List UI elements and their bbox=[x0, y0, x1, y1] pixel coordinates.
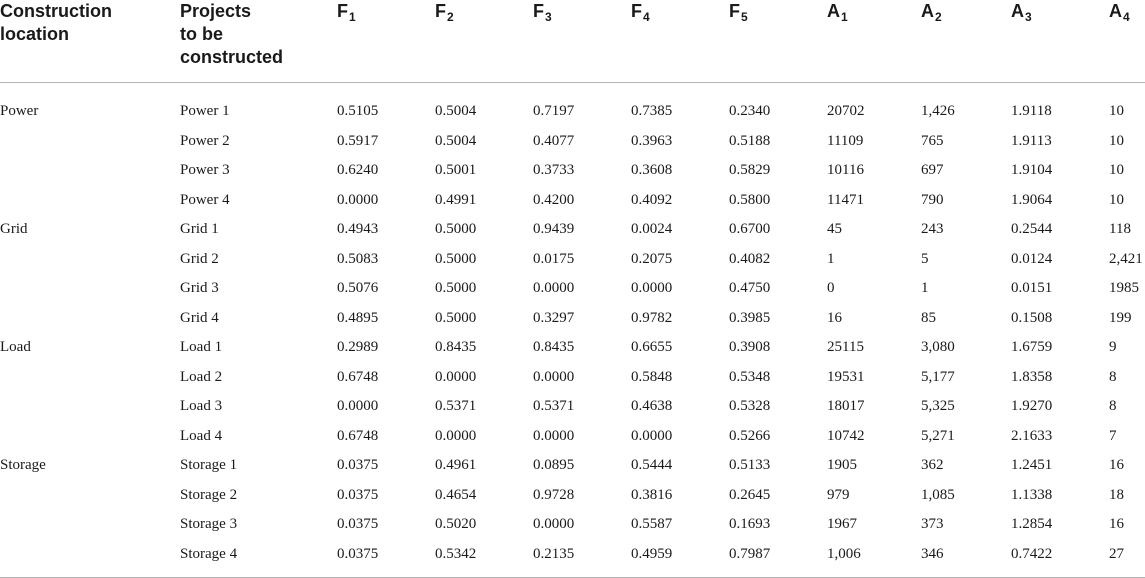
f2-value-cell: 0.5004 bbox=[435, 103, 477, 119]
project-cell: Load 3 bbox=[180, 398, 223, 414]
a1-value-cell: 10742 bbox=[827, 427, 865, 444]
f5-value-cell: 0.1693 bbox=[729, 516, 771, 532]
table-row bbox=[0, 219, 1145, 249]
a2-value-cell: 373 bbox=[921, 516, 944, 532]
construction-location-cell: Power bbox=[0, 103, 39, 119]
a3-value-cell: 0.1508 bbox=[1011, 309, 1053, 326]
a2-value-cell: 5,271 bbox=[921, 427, 955, 444]
a3-value-cell: 0.7422 bbox=[1011, 545, 1053, 562]
f2-value-cell: 0.5004 bbox=[435, 132, 477, 149]
f3-value-cell: 0.0000 bbox=[533, 516, 575, 532]
f1-value-cell: 0.0000 bbox=[337, 398, 379, 414]
project-cell: Grid 2 bbox=[180, 250, 219, 267]
table-row bbox=[0, 426, 1145, 456]
f5-value-cell: 0.4750 bbox=[729, 280, 771, 296]
table-row bbox=[0, 278, 1145, 308]
f3-value-cell: 0.8435 bbox=[533, 339, 575, 355]
table-row bbox=[0, 544, 1145, 574]
f4-value-cell: 0.4959 bbox=[631, 545, 673, 562]
f2-value-cell: 0.5000 bbox=[435, 309, 477, 326]
a4-value-cell: 10 bbox=[1109, 191, 1124, 208]
project-cell: Grid 3 bbox=[180, 280, 219, 296]
f2-value-cell: 0.5371 bbox=[435, 398, 477, 414]
a4-value-cell: 8 bbox=[1109, 368, 1117, 385]
f5-value-cell: 0.3908 bbox=[729, 339, 771, 355]
f4-value-cell: 0.4092 bbox=[631, 191, 673, 208]
a2-value-cell: 5 bbox=[921, 250, 929, 267]
a3-value-cell: 1.9113 bbox=[1011, 132, 1052, 149]
f3-value-cell: 0.0000 bbox=[533, 280, 575, 296]
f2-value-cell: 0.4991 bbox=[435, 191, 477, 208]
a2-value-cell: 790 bbox=[921, 191, 944, 208]
f2-value-cell: 0.4961 bbox=[435, 457, 477, 473]
f5-value-cell: 0.2340 bbox=[729, 103, 771, 119]
a1-value-cell: 18017 bbox=[827, 398, 865, 414]
f3-value-cell: 0.0175 bbox=[533, 250, 575, 267]
f4-value-cell: 0.5444 bbox=[631, 457, 673, 473]
table-row bbox=[0, 131, 1145, 161]
a4-value-cell: 9 bbox=[1109, 339, 1117, 355]
f2-value-cell: 0.5000 bbox=[435, 250, 477, 267]
f1-value-cell: 0.6240 bbox=[337, 162, 379, 178]
a2-value-cell: 1 bbox=[921, 280, 929, 296]
a4-value-cell: 1985 bbox=[1109, 280, 1139, 296]
a2-value-cell: 243 bbox=[921, 221, 944, 237]
f4-value-cell: 0.2075 bbox=[631, 250, 673, 267]
a1-value-cell: 19531 bbox=[827, 368, 865, 385]
a3-value-cell: 1.9064 bbox=[1011, 191, 1053, 208]
construction-location-cell: Grid bbox=[0, 221, 28, 237]
table-row bbox=[0, 190, 1145, 220]
a3-value-cell: 0.0124 bbox=[1011, 250, 1053, 267]
f3-value-cell: 0.4077 bbox=[533, 132, 575, 149]
f5-value-cell: 0.2645 bbox=[729, 486, 771, 503]
f1-value-cell: 0.4943 bbox=[337, 221, 379, 237]
a2-value-cell: 5,177 bbox=[921, 368, 955, 385]
a1-value-cell: 25115 bbox=[827, 339, 864, 355]
a2-value-cell: 1,085 bbox=[921, 486, 955, 503]
f1-value-cell: 0.0375 bbox=[337, 516, 379, 532]
f2-value-cell: 0.5000 bbox=[435, 280, 477, 296]
a3-value-cell: 1.2854 bbox=[1011, 516, 1053, 532]
a3-value-cell: 1.2451 bbox=[1011, 457, 1053, 473]
a3-value-cell: 1.8358 bbox=[1011, 368, 1053, 385]
f4-value-cell: 0.3816 bbox=[631, 486, 673, 503]
project-cell: Load 1 bbox=[180, 339, 223, 355]
f4-value-cell: 0.0000 bbox=[631, 280, 673, 296]
a3-value-cell: 1.9104 bbox=[1011, 162, 1053, 178]
a3-value-cell: 2.1633 bbox=[1011, 427, 1053, 444]
a2-value-cell: 3,080 bbox=[921, 339, 955, 355]
f1-value-cell: 0.5076 bbox=[337, 280, 379, 296]
a1-value-cell: 1967 bbox=[827, 516, 857, 532]
a3-value-cell: 1.9118 bbox=[1011, 103, 1052, 119]
a1-value-cell: 1,006 bbox=[827, 545, 861, 562]
project-cell: Power 2 bbox=[180, 132, 230, 149]
a4-value-cell: 10 bbox=[1109, 103, 1124, 119]
a2-value-cell: 346 bbox=[921, 545, 944, 562]
project-cell: Load 2 bbox=[180, 368, 223, 385]
f2-value-cell: 0.0000 bbox=[435, 427, 477, 444]
f2-value-cell: 0.5001 bbox=[435, 162, 477, 178]
header-f2: $F_2$ bbox=[435, 1, 454, 24]
a3-value-cell: 0.2544 bbox=[1011, 221, 1053, 237]
f3-value-cell: 0.0000 bbox=[533, 427, 575, 444]
f5-value-cell: 0.7987 bbox=[729, 545, 771, 562]
table-row bbox=[0, 485, 1145, 515]
a1-value-cell: 0 bbox=[827, 280, 835, 296]
f4-value-cell: 0.3608 bbox=[631, 162, 673, 178]
f4-value-cell: 0.0000 bbox=[631, 427, 673, 444]
table-row bbox=[0, 455, 1145, 485]
project-cell: Power 3 bbox=[180, 162, 230, 178]
a1-value-cell: 20702 bbox=[827, 103, 865, 119]
a4-value-cell: 199 bbox=[1109, 309, 1132, 326]
f1-value-cell: 0.5083 bbox=[337, 250, 379, 267]
project-cell: Storage 4 bbox=[180, 545, 238, 562]
f5-value-cell: 0.5266 bbox=[729, 427, 771, 444]
f3-value-cell: 0.4200 bbox=[533, 191, 575, 208]
header-f4: $F_4$ bbox=[631, 1, 650, 24]
a2-value-cell: 5,325 bbox=[921, 398, 955, 414]
f2-value-cell: 0.5000 bbox=[435, 221, 477, 237]
f4-value-cell: 0.9782 bbox=[631, 309, 673, 326]
table-row bbox=[0, 101, 1145, 131]
f5-value-cell: 0.5348 bbox=[729, 368, 771, 385]
header-a4: $A_4$ bbox=[1109, 1, 1130, 24]
f5-value-cell: 0.3985 bbox=[729, 309, 771, 326]
f5-value-cell: 0.5133 bbox=[729, 457, 771, 473]
f5-value-cell: 0.5188 bbox=[729, 132, 771, 149]
a2-value-cell: 1,426 bbox=[921, 103, 955, 119]
header-f3: $F_3$ bbox=[533, 1, 552, 24]
f1-value-cell: 0.4895 bbox=[337, 309, 379, 326]
project-cell: Storage 3 bbox=[180, 516, 238, 532]
table-header bbox=[0, 0, 1145, 83]
table-row bbox=[0, 396, 1145, 426]
f3-value-cell: 0.0000 bbox=[533, 368, 575, 385]
a4-value-cell: 8 bbox=[1109, 398, 1117, 414]
f3-value-cell: 0.7197 bbox=[533, 103, 575, 119]
header-construction-location: Construction location bbox=[0, 1, 112, 44]
f5-value-cell: 0.5829 bbox=[729, 162, 771, 178]
f5-value-cell: 0.5800 bbox=[729, 191, 771, 208]
f1-value-cell: 0.5917 bbox=[337, 132, 379, 149]
f2-value-cell: 0.4654 bbox=[435, 486, 477, 503]
f2-value-cell: 0.8435 bbox=[435, 339, 477, 355]
project-cell: Grid 4 bbox=[180, 309, 219, 326]
project-cell: Grid 1 bbox=[180, 221, 219, 237]
a1-value-cell: 16 bbox=[827, 309, 842, 326]
f5-value-cell: 0.6700 bbox=[729, 221, 771, 237]
f3-value-cell: 0.3733 bbox=[533, 162, 575, 178]
f1-value-cell: 0.6748 bbox=[337, 427, 379, 444]
f1-value-cell: 0.0375 bbox=[337, 457, 379, 473]
a3-value-cell: 1.6759 bbox=[1011, 339, 1053, 355]
a2-value-cell: 362 bbox=[921, 457, 944, 473]
f5-value-cell: 0.5328 bbox=[729, 398, 771, 414]
table-row bbox=[0, 337, 1145, 367]
project-cell: Load 4 bbox=[180, 427, 223, 444]
project-cell: Power 4 bbox=[180, 191, 230, 208]
f4-value-cell: 0.4638 bbox=[631, 398, 673, 414]
a3-value-cell: 1.1338 bbox=[1011, 486, 1053, 503]
a1-value-cell: 11109 bbox=[827, 132, 864, 149]
project-cell: Power 1 bbox=[180, 103, 230, 119]
f1-value-cell: 0.0375 bbox=[337, 545, 379, 562]
f1-value-cell: 0.0375 bbox=[337, 486, 379, 503]
a4-value-cell: 27 bbox=[1109, 545, 1124, 562]
a4-value-cell: 2,421 bbox=[1109, 250, 1143, 267]
construction-location-cell: Load bbox=[0, 339, 31, 355]
f4-value-cell: 0.0024 bbox=[631, 221, 673, 237]
a4-value-cell: 10 bbox=[1109, 132, 1124, 149]
a4-value-cell: 16 bbox=[1109, 457, 1124, 473]
construction-location-cell: Storage bbox=[0, 457, 46, 473]
f1-value-cell: 0.5105 bbox=[337, 103, 379, 119]
f3-value-cell: 0.9439 bbox=[533, 221, 575, 237]
f3-value-cell: 0.5371 bbox=[533, 398, 575, 414]
a2-value-cell: 697 bbox=[921, 162, 944, 178]
f4-value-cell: 0.5848 bbox=[631, 368, 673, 385]
header-a2: $A_2$ bbox=[921, 1, 942, 24]
a1-value-cell: 45 bbox=[827, 221, 842, 237]
f3-value-cell: 0.3297 bbox=[533, 309, 575, 326]
table-body bbox=[0, 83, 1145, 578]
a1-value-cell: 11471 bbox=[827, 191, 864, 208]
a1-value-cell: 1905 bbox=[827, 457, 857, 473]
a1-value-cell: 10116 bbox=[827, 162, 864, 178]
a2-value-cell: 85 bbox=[921, 309, 936, 326]
f3-value-cell: 0.2135 bbox=[533, 545, 575, 562]
header-a1: $A_1$ bbox=[827, 1, 848, 24]
table-row bbox=[0, 249, 1145, 279]
f1-value-cell: 0.2989 bbox=[337, 339, 379, 355]
f2-value-cell: 0.0000 bbox=[435, 368, 477, 385]
a4-value-cell: 10 bbox=[1109, 162, 1124, 178]
f3-value-cell: 0.9728 bbox=[533, 486, 575, 503]
a1-value-cell: 1 bbox=[827, 250, 835, 267]
a3-value-cell: 1.9270 bbox=[1011, 398, 1053, 414]
table-row bbox=[0, 367, 1145, 397]
f1-value-cell: 0.0000 bbox=[337, 191, 379, 208]
a3-value-cell: 0.0151 bbox=[1011, 280, 1053, 296]
f4-value-cell: 0.7385 bbox=[631, 103, 673, 119]
header-projects-to-be-constructed: Projects to be constructed bbox=[180, 1, 284, 67]
table-row bbox=[0, 514, 1145, 544]
a4-value-cell: 18 bbox=[1109, 486, 1124, 503]
f4-value-cell: 0.6655 bbox=[631, 339, 673, 355]
f4-value-cell: 0.5587 bbox=[631, 516, 673, 532]
header-a3: $A_3$ bbox=[1011, 1, 1032, 24]
a1-value-cell: 979 bbox=[827, 486, 850, 503]
a4-value-cell: 7 bbox=[1109, 427, 1117, 444]
f1-value-cell: 0.6748 bbox=[337, 368, 379, 385]
project-cell: Storage 2 bbox=[180, 486, 238, 503]
header-f1: $F_1$ bbox=[337, 1, 356, 24]
f2-value-cell: 0.5342 bbox=[435, 545, 477, 562]
a4-value-cell: 118 bbox=[1109, 221, 1131, 237]
f2-value-cell: 0.5020 bbox=[435, 516, 477, 532]
table-row bbox=[0, 160, 1145, 190]
project-cell: Storage 1 bbox=[180, 457, 238, 473]
f5-value-cell: 0.4082 bbox=[729, 250, 771, 267]
a2-value-cell: 765 bbox=[921, 132, 944, 149]
table-row bbox=[0, 308, 1145, 338]
header-f5: $F_5$ bbox=[729, 1, 748, 24]
f4-value-cell: 0.3963 bbox=[631, 132, 673, 149]
f3-value-cell: 0.0895 bbox=[533, 457, 575, 473]
a4-value-cell: 16 bbox=[1109, 516, 1124, 532]
